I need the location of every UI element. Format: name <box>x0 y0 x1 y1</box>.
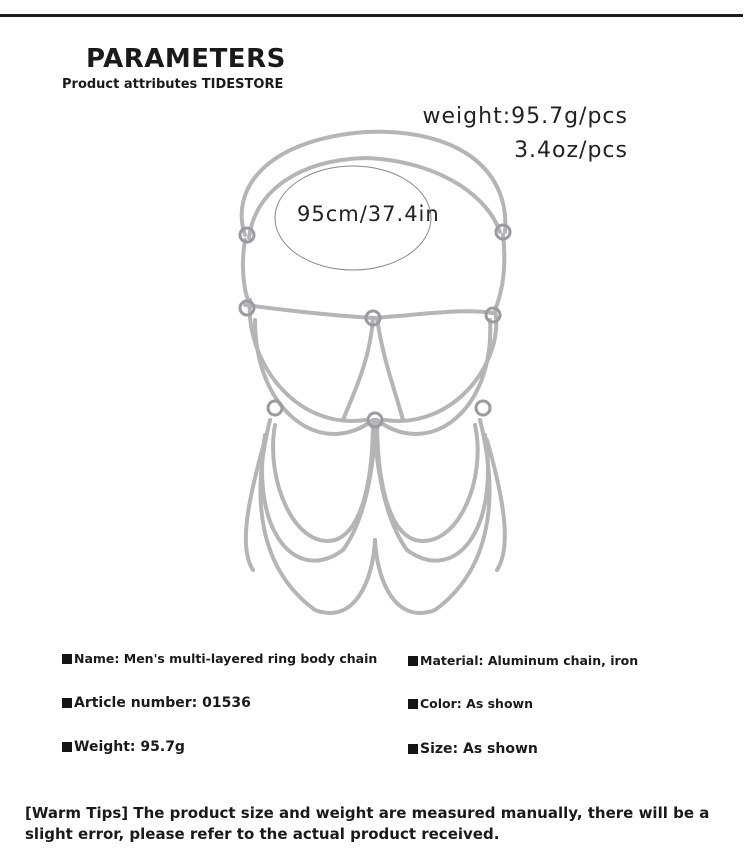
bullet-square-icon <box>62 654 72 664</box>
attribute-size: Size: As shown <box>408 741 538 757</box>
weight-ounces-label: 3.4oz/pcs <box>514 138 628 163</box>
attribute-material: Material: Aluminum chain, iron <box>408 653 638 668</box>
attribute-name: Name: Men's multi-layered ring body chain <box>62 651 377 666</box>
page-title: PARAMETERS <box>86 44 286 74</box>
top-divider <box>0 14 743 17</box>
attribute-weight: Weight: 95.7g <box>62 739 185 755</box>
bullet-square-icon <box>408 744 418 754</box>
attribute-color: Color: As shown <box>408 696 533 711</box>
bullet-square-icon <box>408 699 418 709</box>
body-chain-product-image <box>225 120 525 630</box>
chain-length-label: 95cm/37.4in <box>297 202 440 226</box>
bullet-square-icon <box>62 698 72 708</box>
bullet-square-icon <box>408 656 418 666</box>
page-subtitle: Product attributes TIDESTORE <box>62 77 284 92</box>
attribute-article-number: Article number: 01536 <box>62 695 251 711</box>
warm-tips-text: [Warm Tips] The product size and weight are measured manually, there will be a slight error, please refer to the actual product received. <box>25 804 710 843</box>
weight-grams-label: weight:95.7g/pcs <box>422 104 628 129</box>
bullet-square-icon <box>62 742 72 752</box>
